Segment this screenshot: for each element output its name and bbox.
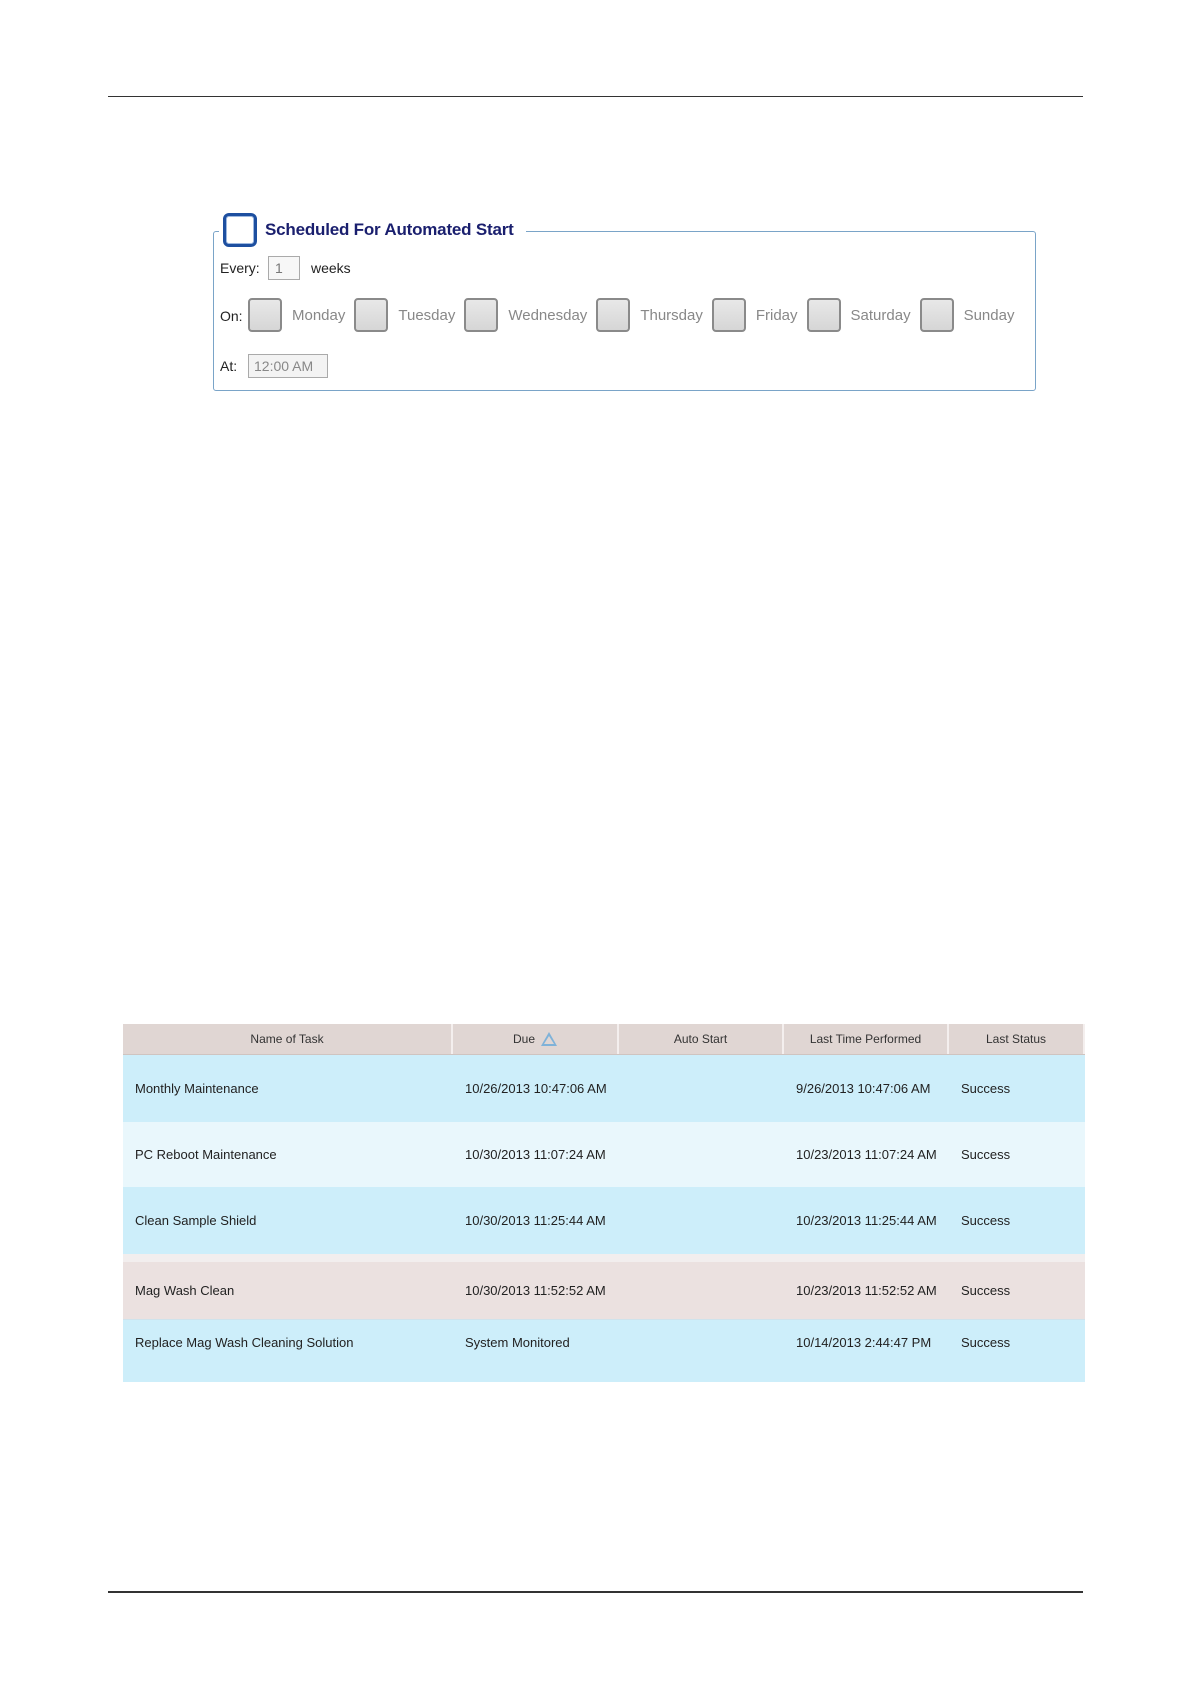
task-name-cell: Mag Wash Clean (135, 1282, 235, 1298)
column-header-name[interactable] (123, 1024, 453, 1054)
scheduled-start-checkbox[interactable] (223, 213, 257, 247)
tuesday-checkbox[interactable] (354, 298, 388, 332)
table-header (123, 1024, 1085, 1055)
saturday-label: Saturday (850, 306, 911, 324)
tuesday-label: Tuesday (398, 306, 456, 324)
column-header-name-label: Name of Task (250, 1032, 324, 1046)
monday-checkbox[interactable] (248, 298, 282, 332)
at-label: At: (220, 358, 238, 374)
day-option-wednesday[interactable] (464, 298, 587, 332)
due-cell: 10/26/2013 10:47:06 AM (465, 1080, 607, 1096)
friday-checkbox[interactable] (712, 298, 746, 332)
column-header-due-label: Due (512, 1032, 535, 1046)
task-table (123, 1024, 1085, 1382)
column-header-auto-start-label: Auto Start (673, 1032, 728, 1046)
column-header-last-performed[interactable] (784, 1024, 949, 1054)
task-name-cell: Clean Sample Shield (135, 1212, 257, 1228)
sunday-checkbox[interactable] (920, 298, 954, 332)
schedule-title: Scheduled For Automated Start (265, 220, 514, 239)
day-option-monday[interactable] (248, 298, 345, 332)
last-performed-cell: 10/23/2013 11:25:44 AM (796, 1212, 937, 1228)
day-option-friday[interactable] (712, 298, 798, 332)
thursday-checkbox[interactable] (596, 298, 630, 332)
day-option-thursday[interactable] (596, 298, 703, 332)
due-cell: 10/30/2013 11:25:44 AM (465, 1212, 606, 1228)
wednesday-checkbox[interactable] (464, 298, 498, 332)
status-cell: Success (961, 1282, 1011, 1298)
every-label: Every: (220, 260, 260, 276)
schedule-panel (213, 220, 1036, 391)
day-option-saturday[interactable] (807, 298, 911, 332)
monday-label: Monday (292, 306, 346, 324)
last-performed-cell: 9/26/2013 10:47:06 AM (796, 1080, 931, 1096)
day-selector (248, 298, 1023, 332)
weeks-label: weeks (311, 260, 351, 276)
status-cell: Success (961, 1212, 1011, 1228)
sunday-label: Sunday (963, 306, 1015, 324)
table-row[interactable] (123, 1055, 1085, 1122)
every-weeks-input[interactable]: 1 (268, 256, 300, 280)
column-header-last-performed-label: Last Time Performed (809, 1032, 922, 1046)
day-option-sunday[interactable] (920, 298, 1015, 332)
column-header-last-status[interactable] (949, 1024, 1085, 1054)
table-row[interactable] (123, 1187, 1085, 1254)
table-row[interactable] (123, 1320, 1085, 1382)
row-separator (123, 1254, 1085, 1262)
column-header-last-status-label: Last Status (985, 1032, 1047, 1046)
on-label: On: (220, 308, 243, 324)
status-cell: Success (961, 1146, 1011, 1162)
column-header-auto-start[interactable] (619, 1024, 784, 1054)
table-row[interactable] (123, 1122, 1085, 1187)
column-header-due[interactable] (453, 1024, 619, 1054)
sort-ascending-icon (541, 1032, 557, 1046)
task-name-cell: Monthly Maintenance (135, 1080, 259, 1096)
last-performed-cell: 10/23/2013 11:07:24 AM (796, 1146, 937, 1162)
task-name-cell: Replace Mag Wash Cleaning Solution (135, 1335, 354, 1350)
status-cell: Success (961, 1080, 1011, 1096)
last-performed-cell: 10/14/2013 2:44:47 PM (796, 1335, 932, 1350)
task-name-cell: PC Reboot Maintenance (135, 1146, 277, 1162)
table-row[interactable] (123, 1262, 1085, 1320)
start-time-input[interactable]: 12:00 AM (248, 354, 328, 378)
last-performed-cell: 10/23/2013 11:52:52 AM (796, 1282, 937, 1298)
due-cell: 10/30/2013 11:07:24 AM (465, 1146, 606, 1162)
thursday-label: Thursday (640, 306, 703, 324)
status-cell: Success (961, 1335, 1011, 1350)
wednesday-label: Wednesday (508, 306, 588, 324)
friday-label: Friday (755, 306, 798, 324)
saturday-checkbox[interactable] (807, 298, 841, 332)
header-rule (108, 96, 1083, 97)
footer-rule (108, 1591, 1083, 1593)
day-option-tuesday[interactable] (354, 298, 455, 332)
due-cell: 10/30/2013 11:52:52 AM (465, 1282, 606, 1298)
due-cell: System Monitored (465, 1335, 570, 1350)
schedule-legend (219, 210, 526, 250)
